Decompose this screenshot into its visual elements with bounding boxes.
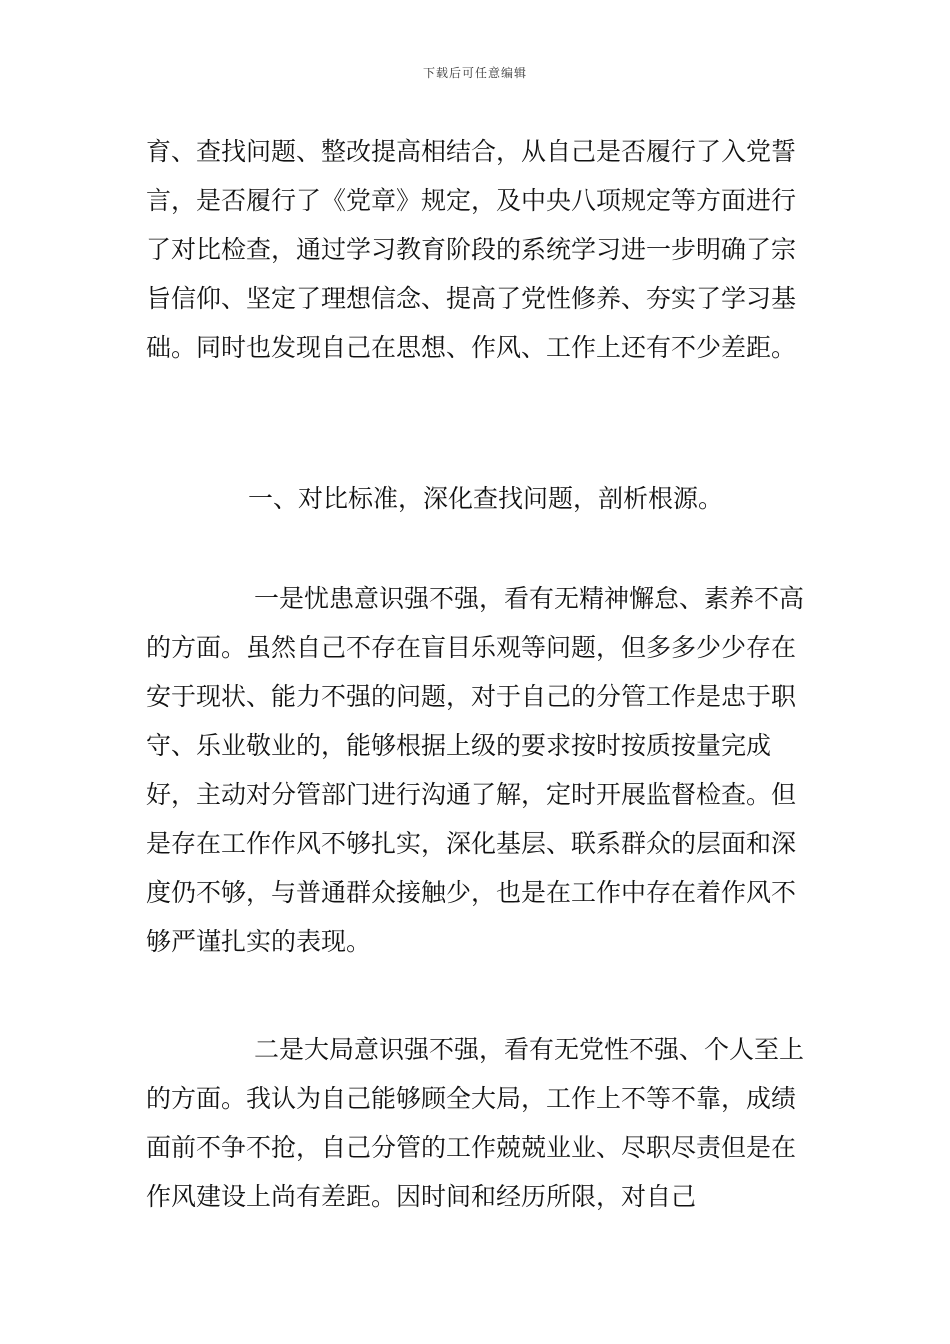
body-paragraph-1: 育、查找问题、整改提高相结合，从自己是否履行了入党誓言，是否履行了《党章》规定，及中央八项规定等方面进行了对比检查，通过学习教育阶段的系统学习进一步明确了宗旨信仰、坚定了理想信念、提高了党性修养、夯实了学习基础。同时也发现自己在思想、作风、工作上还有不少差距。	[146, 137, 797, 362]
page-header-note: 下载后可任意编辑	[422, 66, 527, 80]
section-heading-1: 一、对比标准，深化查找问题，剖析根源。	[248, 484, 724, 513]
body-paragraph-2: 一是忧患意识强不强，看有无精神懈怠、素养不高的方面。虽然自己不存在盲目乐观等问题，但多多少少存在安于现状、能力不强的问题，对于自己的分管工作是忠于职守、乐业敬业的，能够根据上级的要求按时按质按量完成好，主动对分管部门进行沟通了解，定时开展监督检查。但是存在工作作风不够扎实，深化基层、联系群众的层面和深度仍不够，与普通群众接触少，也是在工作中存在着作风不够严谨扎实的表现。	[146, 584, 805, 956]
body-paragraph-3: 二是大局意识强不强，看有无党性不强、个人至上的方面。我认为自己能够顾全大局，工作上不等不靠，成绩面前不争不抢，自己分管的工作兢兢业业、尽职尽责但是在作风建设上尚有差距。因时间和经历所限，对自己	[146, 1035, 805, 1211]
